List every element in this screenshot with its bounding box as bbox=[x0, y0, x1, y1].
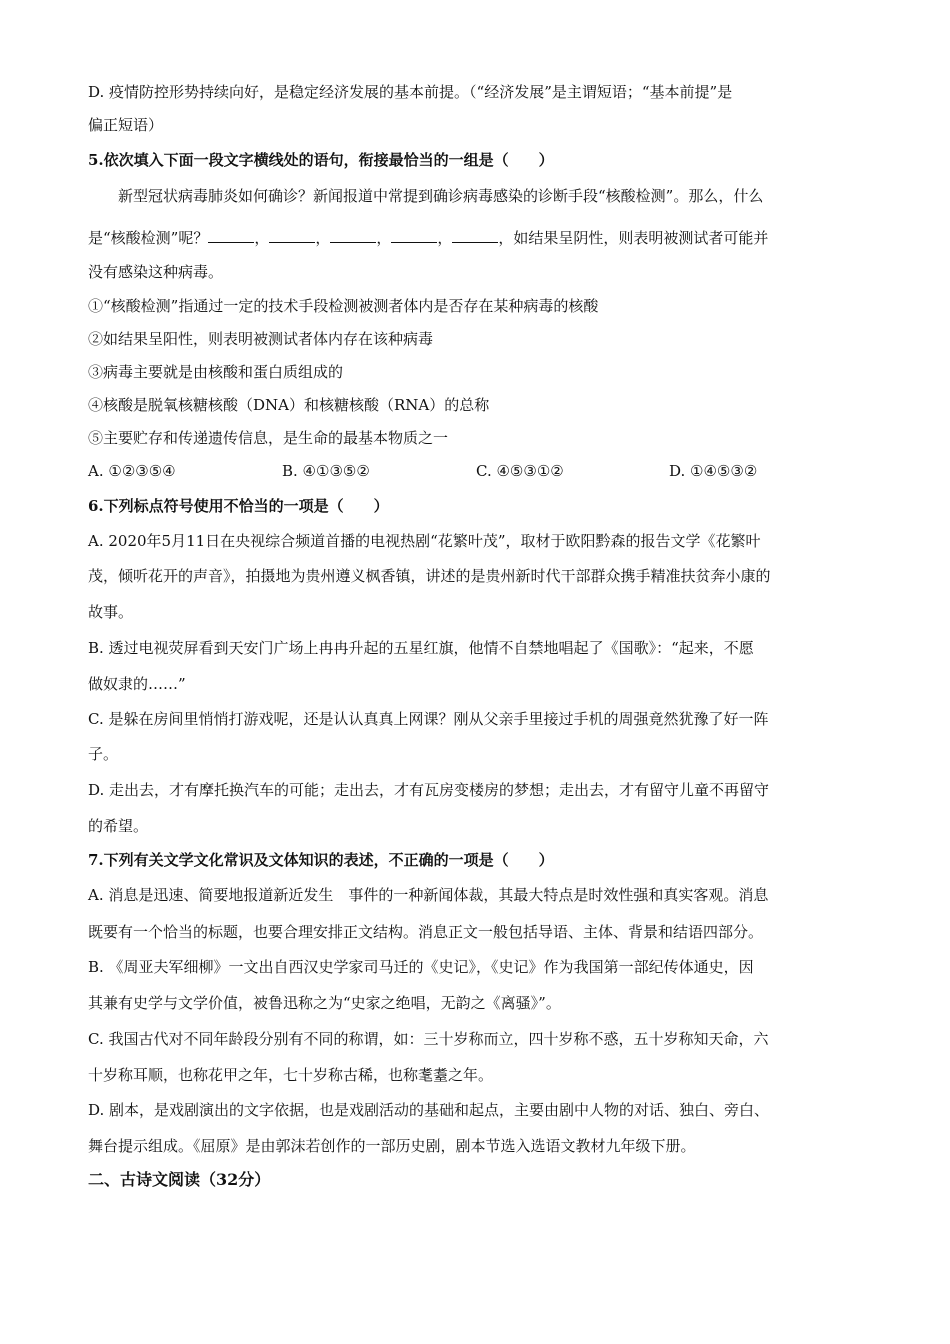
q5-option-a: A. ①②③⑤④ bbox=[88, 462, 176, 480]
q5-passage-suffix: ，如结果呈阴性，则表明被测试者可能并 bbox=[498, 229, 769, 247]
q5-option-d: D. ①④⑤③② bbox=[669, 462, 758, 480]
q7-option-a-line2: 既要有一个恰当的标题，也要合理安排正文结构。消息正文一般包括导语、主体、背景和结语四部分。 bbox=[88, 923, 764, 941]
q7-option-b-line1: B. 《周亚夫军细柳》一文出自西汉史学家司马迁的《史记》，《史记》作为我国第一部纪传体通史，因 bbox=[88, 958, 754, 976]
q5-passage-line1: 新型冠状病毒肺炎如何确诊？新闻报道中常提到确诊病毒感染的诊断手段“核酸检测”。那么，什么 bbox=[118, 187, 764, 205]
question-7-stem: 7.下列有关文学文化常识及文体知识的表述，不正确的一项是（ ） bbox=[88, 851, 554, 869]
q7-option-c-line1: C. 我国古代对不同年龄段分别有不同的称谓，如：三十岁称而立，四十岁称不惑，五十岁称知天命，六 bbox=[88, 1030, 769, 1048]
q5-sentence-3: ③病毒主要就是由核酸和蛋白质组成的 bbox=[88, 363, 344, 381]
q6-option-b-line2: 做奴隶的……” bbox=[88, 675, 186, 693]
separator: ， bbox=[254, 229, 270, 247]
q4-option-d-line1: D. 疫情防控形势持续向好，是稳定经济发展的基本前提。（“经济发展”是主谓短语；“基本前提”是 bbox=[88, 83, 733, 101]
separator: ， bbox=[376, 229, 392, 247]
q5-option-b: B. ④①③⑤② bbox=[282, 462, 370, 480]
q6-option-a-line3: 故事。 bbox=[88, 603, 134, 621]
q5-option-c: C. ④⑤③①② bbox=[476, 462, 564, 480]
answer-blank bbox=[269, 228, 315, 243]
separator: ， bbox=[315, 229, 331, 247]
q6-option-a-line2: 茂，倾听花开的声音》，拍摄地为贵州遵义枫香镇，讲述的是贵州新时代干部群众携手精准扶贫奔小康的 bbox=[88, 567, 771, 585]
q6-option-d-line1: D. 走出去，才有摩托换汽车的可能；走出去，才有瓦房变楼房的梦想；走出去，才有留守儿童不再留守 bbox=[88, 781, 770, 799]
q7-option-c-line2: 十岁称耳顺，也称花甲之年，七十岁称古稀，也称耄耋之年。 bbox=[88, 1066, 494, 1084]
question-5-stem: 5.依次填入下面一段文字横线处的语句，衔接最恰当的一组是（ ） bbox=[88, 151, 554, 169]
q7-option-d-line1: D. 剧本，是戏剧演出的文字依据，也是戏剧活动的基础和起点，主要由剧中人物的对话、独白、旁白、 bbox=[88, 1101, 770, 1119]
q6-option-a-line1: A. 2020年5月11日在央视综合频道首播的电视热剧“花繁叶茂”，取材于欧阳黔森的报告文学《花繁叶 bbox=[88, 532, 761, 550]
separator: ， bbox=[437, 229, 453, 247]
q5-passage-line3: 没有感染这种病毒。 bbox=[88, 263, 224, 281]
q4-option-d-line2: 偏正短语） bbox=[88, 116, 164, 134]
question-6-stem: 6.下列标点符号使用不恰当的一项是（ ） bbox=[88, 497, 389, 515]
q5-sentence-1: ①“核酸检测”指通过一定的技术手段检测被测者体内是否存在某种病毒的核酸 bbox=[88, 297, 599, 315]
q5-sentence-5: ⑤主要贮存和传递遗传信息，是生命的最基本物质之一 bbox=[88, 429, 449, 447]
q5-passage-line2 bbox=[88, 228, 858, 248]
q7-option-a-line1: A. 消息是迅速、简要地报道新近发生 事件的一种新闻体裁，其最大特点是时效性强和真实客观。消息 bbox=[88, 886, 769, 904]
answer-blank bbox=[391, 228, 437, 243]
section-2-heading: 二、古诗文阅读（32分） bbox=[88, 1170, 271, 1189]
answer-blank bbox=[330, 228, 376, 243]
q7-option-b-line2: 其兼有史学与文学价值，被鲁迅称之为“史家之绝唱，无韵之《离骚》”。 bbox=[88, 994, 561, 1012]
answer-blank bbox=[208, 228, 254, 243]
answer-blank bbox=[452, 228, 498, 243]
q5-sentence-2: ②如结果呈阳性，则表明被测试者体内存在该种病毒 bbox=[88, 330, 434, 348]
q6-option-c-line1: C. 是躲在房间里悄悄打游戏呢，还是认认真真上网课？刚从父亲手里接过手机的周强竟然犹豫了好一阵 bbox=[88, 710, 769, 728]
q6-option-d-line2: 的希望。 bbox=[88, 817, 149, 835]
q6-option-b-line1: B. 透过电视荧屏看到天安门广场上冉冉升起的五星红旗，他情不自禁地唱起了《国歌》：“起来，不愿 bbox=[88, 639, 754, 657]
q5-passage-prefix: 是“核酸检测”呢？ bbox=[88, 229, 209, 247]
q6-option-c-line2: 子。 bbox=[88, 745, 119, 763]
q5-sentence-4: ④核酸是脱氧核糖核酸（DNA）和核糖核酸（RNA）的总称 bbox=[88, 396, 490, 414]
q7-option-d-line2: 舞台提示组成。《屈原》是由郭沫若创作的一部历史剧，剧本节选入选语文教材九年级下册。 bbox=[88, 1137, 696, 1155]
